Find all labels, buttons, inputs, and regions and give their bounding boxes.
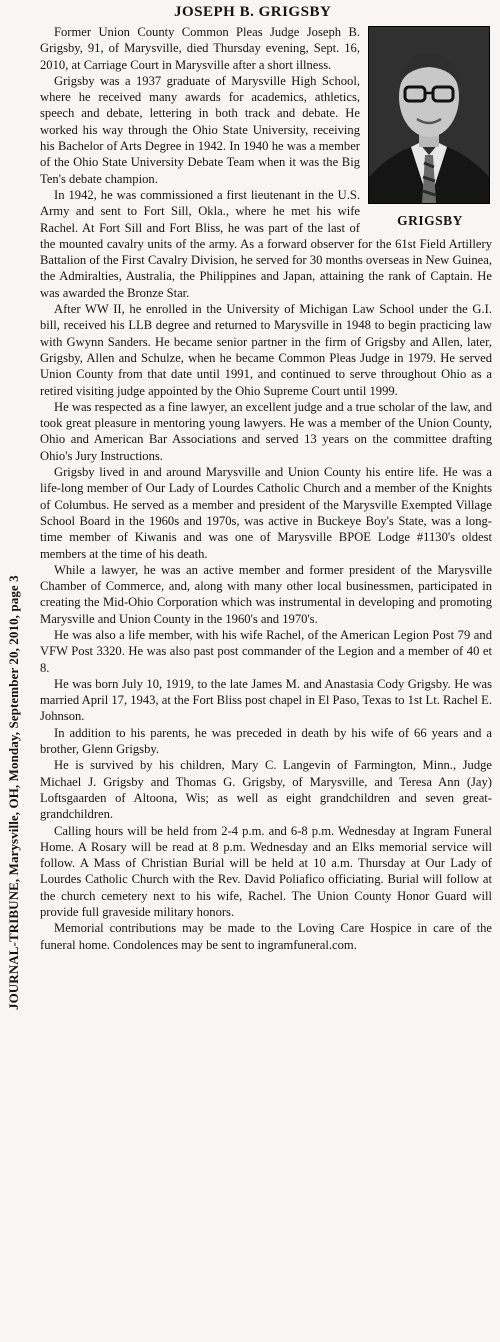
paragraph-12: Calling hours will be held from 2-4 p.m. and 6-8 p.m. Wednesday at Ingram Funeral Home. A Rosary will be read at 8 p.m. Wednesday and an Elks memorial service will follow. A Mass of Christian Burial will be held at 10 a.m. Thursday at Our Lady of Lourdes Catholic Church with the Rev. David Poliafico officiating. Burial will follow at the church cemetery next to his wife, Rachel. The Union County Honor Guard will provide full graveside military honors. [40,823,492,920]
paragraph-1: Former Union County Common Pleas Judge Joseph B. Grigsby, 91, of Marysville, died Thursday evening, Sept. 16, 2010, at Carriage Court in Marysville after a short illness. [40,25,360,72]
portrait-photo [368,26,490,204]
paragraph-4: After WW II, he enrolled in the University of Michigan Law School under the G.I. bill, received his LLB degree and returned to Marysville in 1948 to begin practicing law with Gwynn Sanders. He became senior partner in the firm of Grigsby and Allen, later, Grigsby, Allen and Schulze, when he became Common Pleas Judge in 1979. He served Union County from that date until 1991, and continued to serve throughout Ohio as a retired visiting judge appointed by the Ohio Supreme Court until 1999. [40,302,492,398]
publication-sidebar [0,0,34,1342]
obituary-column [40,0,492,1342]
obituary-headline: JOSEPH B. GRIGSBY [174,4,332,20]
paragraph-5: He was respected as a fine lawyer, an excellent judge and a true scholar of the law, and took great pleasure in mentoring young lawyers. He was a member of the Union County, Ohio and American Bar Associations and served 13 years on the committee drafting Ohio's Jury Instructions. [40,399,492,463]
paragraph-6: Grigsby lived in and around Marysville and Union County his entire life. He was a life-long member of Our Lady of Lourdes Catholic Church and a member of the Knights of Columbus. He served as a member and president of the Marysville Exempted Village School Board in the 1960s and 1970s, was active in Buckeye Boy's State, was a long-time member of Kiwanis and was one of Marysville BPOE Lodge #1130's oldest members at the time of his death. [40,465,492,561]
obituary-article [40,24,492,953]
paragraph-3: In 1942, he was commissioned a first lieutenant in the U.S. Army and sent to Fort Sill, Okla., where he met his wife Rachel. At Fort Sill and Fort Bliss, he was part of the last of the mounted cavalry units of the army. As a forward observer for the 61st Field Artillery Battalion of the First Cavalry Division, he served for 30 months overseas in New Guinea, the Admiralties, Australia, the Philippines and Japan, attaining the rank of Captain. He was awarded the Bronze Star. [40,187,492,300]
paragraph-11: He is survived by his children, Mary C. Langevin of Farmington, Minn., Judge Michael J. Grigsby and Thomas G. Grigsby, of Marysville, and Teresa Ann (Jay) Loftsgaarden of Altoona, Wis; as well as eight grandchildren and seven great-grandchildren. [40,758,492,822]
publication-credit: JOURNAL-TRIBUNE, Marysville, OH, Monday, September 20, 2010, page 3 [6,575,21,1010]
paragraph-9: He was born July 10, 1919, to the late James M. and Anastasia Cody Grigsby. He was married April 17, 1943, at the Fort Bliss post chapel in El Paso, Texas to 1st Lt. Rachel E. Johnson. [40,676,492,724]
paragraph-7: While a lawyer, he was an active member and former president of the Marysville Chamber of Commerce, and, along with many other local businessmen, participated in creating the Mid-Ohio Corporation which was instrumental in developing and promoting Marysville and Union County in the 1960's and 1970's. [40,562,492,626]
paragraph-10: In addition to his parents, he was preceded in death by his wife of 66 years and a brother, Glenn Grigsby. [40,725,492,757]
paragraph-13: Memorial contributions may be made to the Loving Care Hospice in care of the funeral home. Condolences may be sent to ingramfuneral.com. [40,921,492,952]
portrait-caption: GRIGSBY [397,213,463,228]
portrait-block [368,26,492,229]
paragraph-8: He was also a life member, with his wife Rachel, of the American Legion Post 79 and VFW Post 3320. He was also past post commander of the Legion and a member of 40 et 8. [40,627,492,675]
paragraph-2: Grigsby was a 1937 graduate of Marysville High School, where he received many awards for academics, athletics, speech and debate, lettering in both track and debate. He worked his way through the Ohio State University, receiving his Bachelor of Arts Degree in 1942. In 1940 he was a member of the Ohio State University Debate Team when it was the Big Ten's debate champion. [40,73,360,186]
